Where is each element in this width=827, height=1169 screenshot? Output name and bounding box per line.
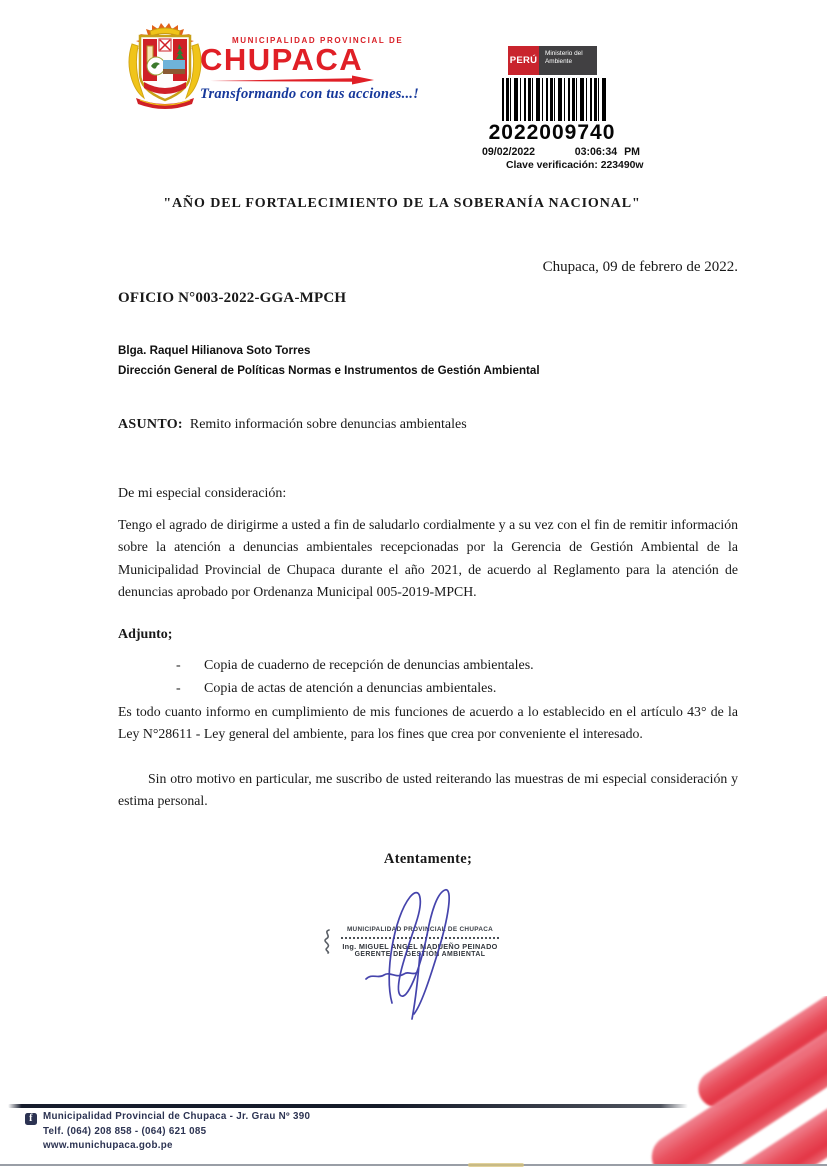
signature-scribble <box>330 883 510 1021</box>
stamp-datetime <box>482 146 640 158</box>
letterhead-logo <box>116 22 419 110</box>
closing: Atentamente; <box>383 851 473 867</box>
ministry-label: Ministerio del Ambiente <box>539 46 597 75</box>
attachment-dash: - <box>176 680 181 696</box>
footer-website: www.munichupaca.gob.pe <box>43 1140 173 1151</box>
stamp-meridian: PM <box>624 146 640 158</box>
ministry-header <box>508 46 707 75</box>
recipient-name: Blga. Raquel Hilianova Soto Torres <box>118 344 311 357</box>
attachment-text: Copia de cuaderno de recepción de denuncias ambientales. <box>204 658 534 673</box>
signer-title: GERENTE DE GESTIÓN AMBIENTAL <box>354 951 486 958</box>
oficio-number: OFICIO N°003-2022-GGA-MPCH <box>118 290 347 306</box>
attachment-text: Copia de actas de atención a denuncias ambientales. <box>204 680 497 696</box>
recipient-block <box>118 341 738 381</box>
facebook-icon: f <box>25 1113 37 1125</box>
scan-smudge <box>468 1163 524 1167</box>
ministry-reception-stamp <box>482 46 707 171</box>
subject-text: Remito información sobre denuncias ambientales <box>189 417 467 432</box>
stamp-org: MUNICIPALIDAD PROVINCIAL DE CHUPACA <box>346 926 494 933</box>
barcode <box>502 78 608 121</box>
footer-phones: Telf. (064) 208 858 - (064) 621 085 <box>43 1126 207 1137</box>
logo-tagline: Transformando con tus acciones...! <box>200 86 419 102</box>
footer-address-row <box>25 1110 310 1125</box>
recipient-title: Dirección General de Políticas Normas e Instrumentos de Gestión Ambiental <box>118 364 540 377</box>
attachment-item <box>118 678 738 701</box>
attachment-item <box>118 655 738 678</box>
signer-name: Ing. MIGUEL ANGEL MADUEÑO PEINADO <box>342 942 498 951</box>
peru-label: PERÚ <box>508 46 539 75</box>
corner-stripes <box>575 996 827 1164</box>
salutation: De mi especial consideración: <box>118 486 287 501</box>
logo-text <box>200 22 419 110</box>
stamp-time: 03:06:34 <box>574 146 618 158</box>
org-name-small: MUNICIPALIDAD PROVINCIAL DE <box>232 36 404 45</box>
bottom-edge-line <box>0 1164 827 1166</box>
footer-address: Municipalidad Provincial de Chupaca - Jr. Grau Nº 390 <box>43 1111 311 1122</box>
verification-code: Clave verificación: 223490w <box>506 160 644 171</box>
org-name-big: CHUPACA <box>200 42 364 77</box>
attachments-list <box>118 655 738 700</box>
body-paragraph-1: Tengo el agrado de dirigirme a usted a fin de saludarlo cordialmente y a su vez con el fin de remitir información sobre la atención a denuncias ambientales recepcionadas por la Gerencia de Gestión Ambiental de la Municipalidad Provincial de Chupaca durante el año 2021, de acuerdo al Reglamento para la atención de denuncias aprobado por Ordenanza Municipal 005-2019-MPCH. <box>118 517 738 599</box>
body-paragraph-2: Es todo cuanto informo en cumplimiento de mis funciones de acuerdo a lo establecido en el artículo 43° de la Ley N°28611 - Ley general del ambiente, para los fines que crea por conveniente el interesado. <box>118 704 738 742</box>
subject-label: ASUNTO: <box>118 417 183 432</box>
dateline: Chupaca, 09 de febrero de 2022. <box>542 259 738 275</box>
attachment-dash: - <box>176 658 181 673</box>
footer-contact-block <box>25 1110 310 1153</box>
subject-line <box>118 417 738 433</box>
tracking-number: 2022009740 <box>488 121 616 144</box>
stamp-date: 09/02/2022 <box>482 146 536 158</box>
year-motto: "AÑO DEL FORTALECIMIENTO DE LA SOBERANÍA NACIONAL" <box>163 196 641 211</box>
body-paragraph-3: Sin otro motivo en particular, me suscribo de usted reiterando las muestras de mi especial consideración y estima personal. <box>118 771 738 809</box>
attachments-label: Adjunto; <box>118 627 173 642</box>
